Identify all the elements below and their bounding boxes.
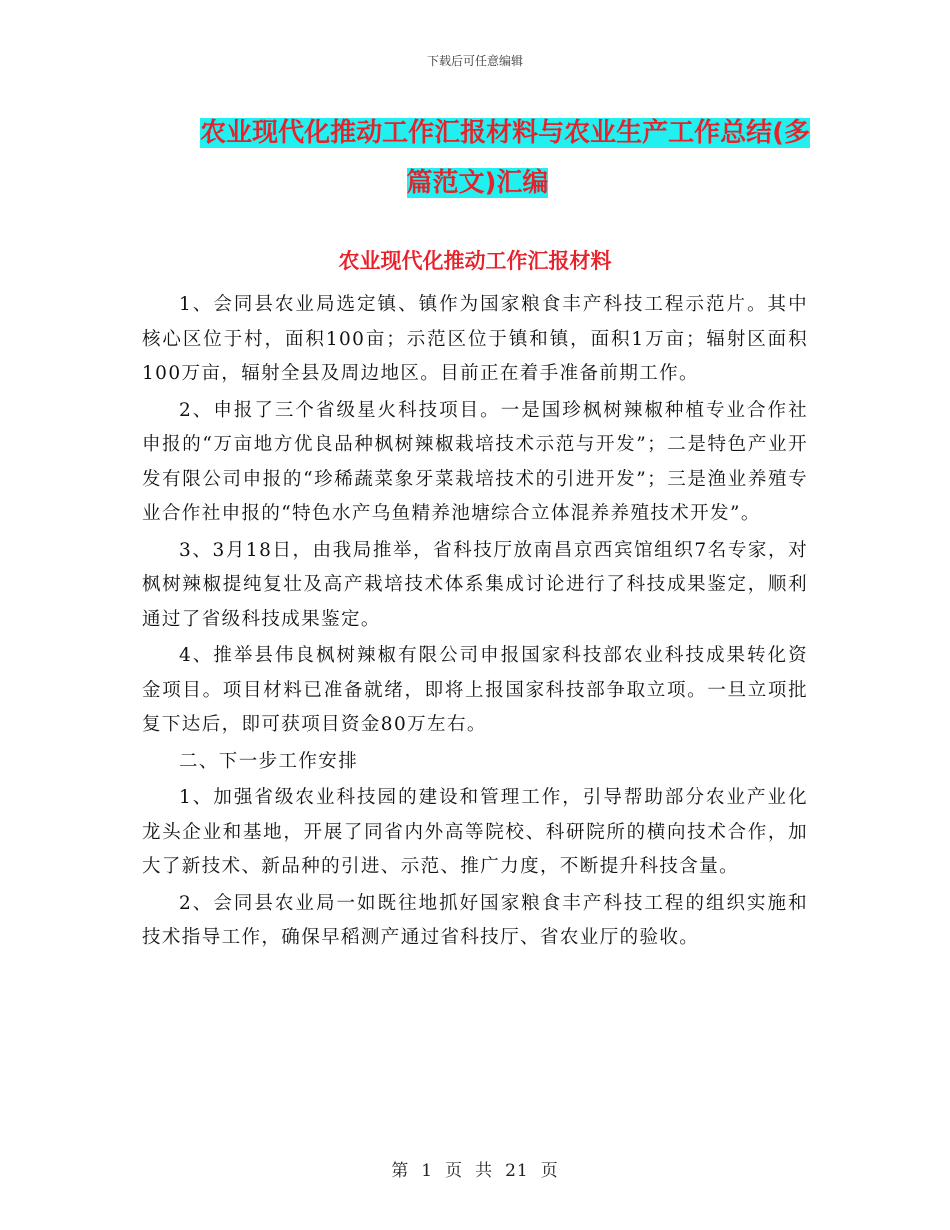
footer-page-prefix: 第	[391, 1161, 410, 1181]
paragraph: 二、下一步工作安排	[179, 750, 359, 772]
page-footer	[0, 1156, 950, 1181]
footer-page-mid: 页	[445, 1161, 464, 1181]
document-body	[142, 288, 808, 958]
paragraph: 2、申报了三个省级星火科技项目。一是国珍枫树辣椒种植专业合作社申报的“万亩地方优良品种枫树辣椒栽培技术示范与开发”；二是特色产业开发有限公司申报的“珍稀蔬菜象牙菜栽培技术的引进开发”；三是渔业养殖专业合作社申报的“特色水产乌鱼精养池塘综合立体混养养殖技术开发”。	[142, 399, 808, 524]
header-note: 下载后可任意编辑	[426, 54, 523, 68]
paragraph: 2、会同县农业局一如既往地抓好国家粮食丰产科技工程的组织实施和技术指导工作，确保早稻测产通过省科技厅、省农业厅的验收。	[142, 892, 808, 948]
footer-total-prefix: 共	[475, 1161, 494, 1181]
paragraph: 1、会同县农业局选定镇、镇作为国家粮食丰产科技工程示范片。其中核心区位于村，面积100亩；示范区位于镇和镇，面积1万亩；辐射区面积100万亩，辐射全县及周边地区。目前正在着手准备前期工作。	[142, 294, 808, 384]
document-title-line-2	[145, 158, 810, 208]
document-title-line-1	[145, 108, 810, 158]
paragraph: 4、推举县伟良枫树辣椒有限公司申报国家科技部农业科技成果转化资金项目。项目材料已准备就绪，即将上报国家科技部争取立项。一旦立项批复下达后，即可获项目资金80万左右。	[142, 645, 808, 735]
paragraph: 3、3月18日，由我局推举，省科技厅放南昌京西宾馆组织7名专家，对枫树辣椒提纯复壮及高产栽培技术体系集成讨论进行了科技成果鉴定，顺利通过了省级科技成果鉴定。	[142, 539, 808, 630]
title-highlight-1: 农业现代化推动工作汇报材料与农业生产工作总结(多	[200, 118, 810, 148]
paragraph: 1、加强省级农业科技园的建设和管理工作，引导帮助部分农业产业化龙头企业和基地，开展了同省内外高等院校、科研院所的横向技术合作，加大了新技术、新品种的引进、示范、推广力度，不断提升科技含量。	[142, 787, 808, 877]
footer-total-suffix: 页	[540, 1161, 559, 1181]
section-title: 农业现代化推动工作汇报材料	[338, 249, 612, 273]
footer-page-number: 1	[421, 1161, 434, 1181]
document-title	[145, 108, 810, 208]
footer-total-pages: 21	[505, 1161, 529, 1181]
title-highlight-2: 篇范文)汇编	[406, 168, 549, 198]
